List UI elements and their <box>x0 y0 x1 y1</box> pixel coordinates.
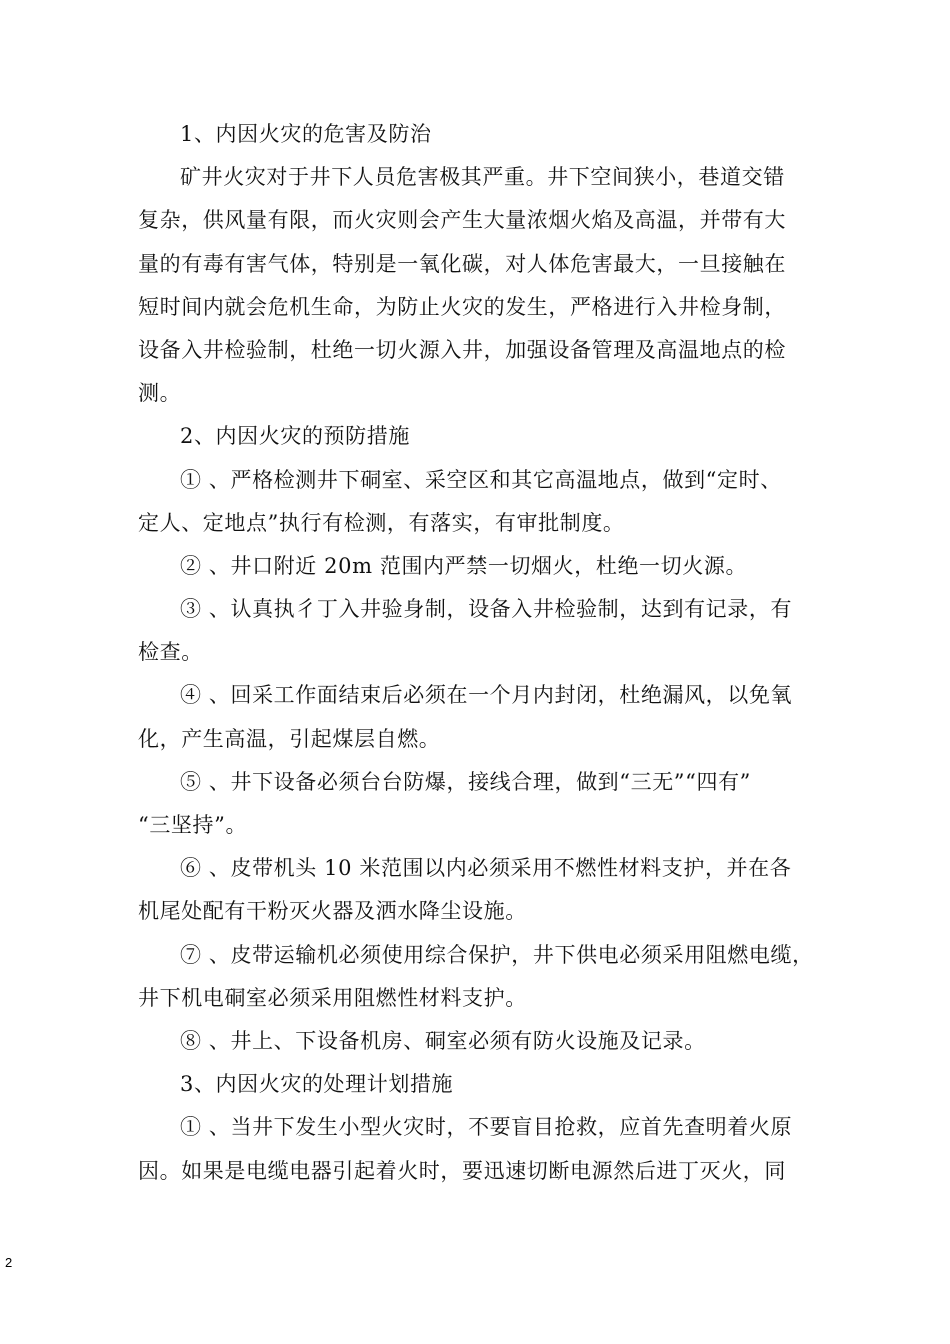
text-line: ⑤ 、井下设备必须台台防爆，接线合理，做到“三无”“四有” <box>180 769 752 794</box>
text-line: 量的有毒有害气体，特别是一氧化碳，对人体危害最大，一旦接触在 <box>138 251 786 276</box>
text-line: ⑦ 、皮带运输机必须使用综合保护，井下供电必须采用阻燃电缆， <box>180 942 814 967</box>
body-text <box>138 113 828 1193</box>
page-number: 2 <box>5 1255 13 1270</box>
text-line: 机尾处配有干粉灭火器及洒水降尘设施。 <box>138 899 527 924</box>
text-line: 因。如果是电缆电器引起着火时，要迅速切断电源然后进丁灭火，同 <box>138 1158 786 1183</box>
text-line: ① 、严格检测井下硐室、采空区和其它高温地点，做到“定时、 <box>180 467 782 492</box>
text-line: ② 、井口附近 20m 范围内严禁一切烟火，杜绝一切火源。 <box>180 553 748 578</box>
text-line: 矿井火灾对于井下人员危害极其严重。井下空间狭小，巷道交错 <box>180 165 785 190</box>
text-line: 短时间内就会危机生命，为防止火灾的发生，严格进行入井检身制， <box>138 294 786 319</box>
text-line: ⑧ 、井上、下设备机房、硐室必须有防火设施及记录。 <box>180 1028 706 1053</box>
text-line: ⑥ 、皮带机头 10 米范围以内必须采用不燃性材料支护，并在各 <box>180 856 792 881</box>
text-line: “三坚持”。 <box>138 813 248 837</box>
text-line: ④ 、回采工作面结束后必须在一个月内封闭，杜绝漏风，以免氧 <box>180 683 793 708</box>
text-line: ① 、当井下发生小型火灾时，不要盲目抢救，应首先查明着火原 <box>180 1115 793 1140</box>
text-line: 设备入井检验制，杜绝一切火源入井，加强设备管理及高温地点的检 <box>138 337 786 362</box>
text-line: 1、内因火灾的危害及防治 <box>180 122 432 146</box>
text-line: 定人、定地点”执行有检测，有落实，有审批制度。 <box>138 510 625 535</box>
text-line: 化，产生高温，引起煤层自燃。 <box>138 726 441 751</box>
text-line: 3、内因火灾的处理计划措施 <box>180 1072 454 1097</box>
text-line: 测。 <box>138 381 182 406</box>
text-line: 井下机电硐室必须采用阻燃性材料支护。 <box>138 985 527 1010</box>
text-line: 2、内因火灾的预防措施 <box>180 424 410 449</box>
text-line: ③ 、认真执彳丁入井验身制，设备入井检验制，达到有记录，有 <box>180 597 793 622</box>
text-line: 复杂，供风量有限，而火灾则会产生大量浓烟火焰及高温，并带有大 <box>138 208 786 233</box>
text-line: 检查。 <box>138 640 203 665</box>
